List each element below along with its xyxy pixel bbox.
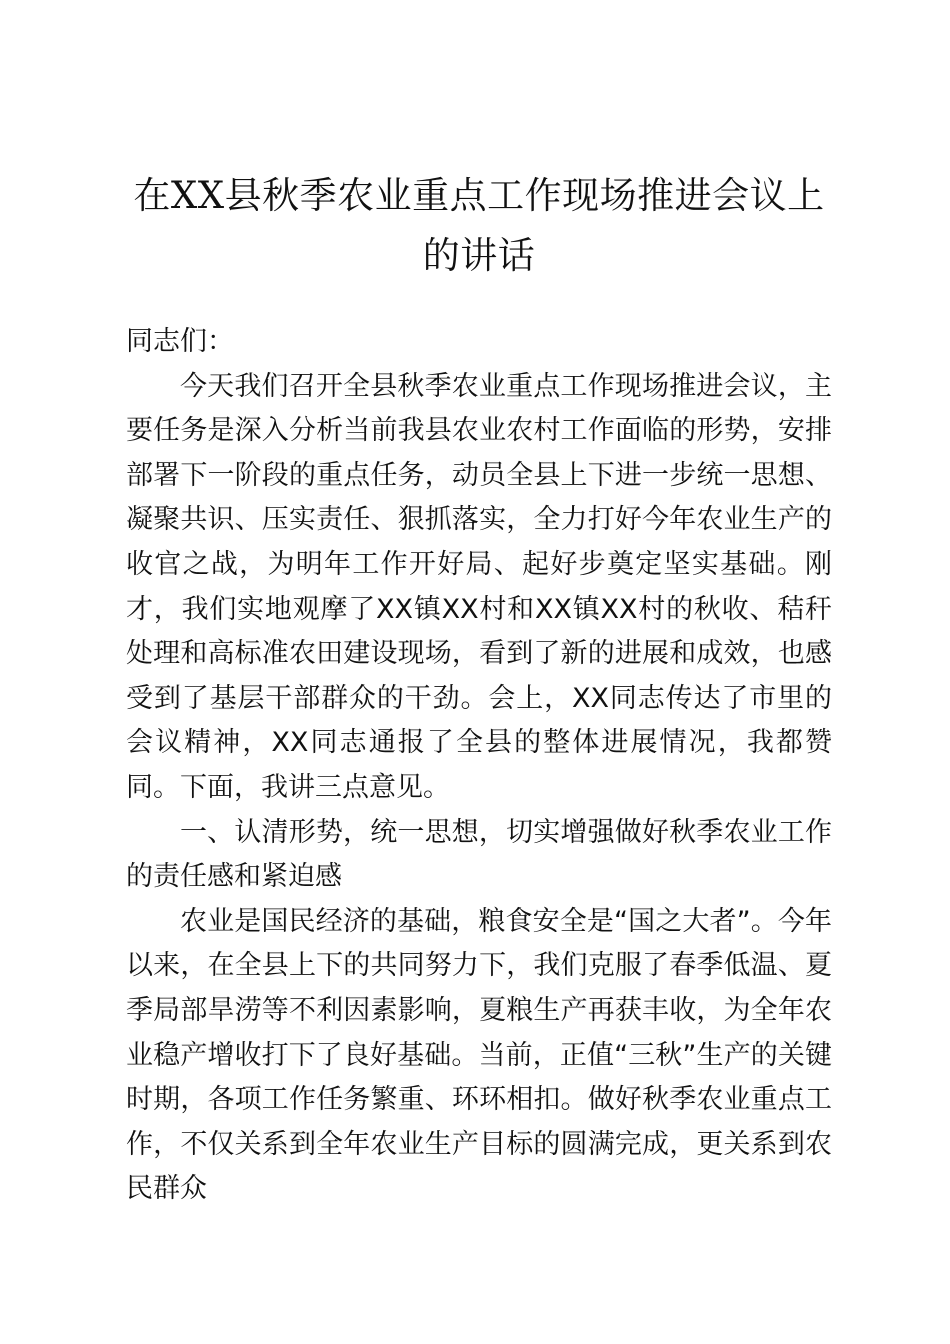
section-heading-1: 一、认清形势，统一思想，切实增强做好秋季农业工作的责任感和紧迫感 [126, 816, 832, 893]
paragraph-intro: 今天我们召开全县秋季农业重点工作现场推进会议，主要任务是深入分析当前我县农业农村工作面临的形势，安排部署下一阶段的重点任务，动员全县上下进一步统一思想、凝聚共识、压实责任、狠抓落实，全力打好今年农业生产的收官之战，为明年工作开好局、起好步奠定坚实基础。刚才，我们实地观摩了XX镇XX村和XX镇XX村的秋收、秸秆处理和高标准农田建设现场，看到了新的进展和成效，也感受到了基层干部群众的干劲。会上，XX同志传达了市里的会议精神，XX同志通报了全县的整体进展情况，我都赞同。下面，我讲三点意见。 [126, 370, 832, 803]
document-title: 在XX县秋季农业重点工作现场推进会议上的讲话 [133, 174, 825, 277]
document-body [126, 320, 832, 1212]
paragraph-section-1: 农业是国民经济的基础，粮食安全是“国之大者”。今年以来，在全县上下的共同努力下，我们克服了春季低温、夏季局部旱涝等不利因素影响，夏粮生产再获丰收，为全年农业稳产增收打下了良好基础。当前，正值“三秋”生产的关键时期，各项工作任务繁重、环环相扣。做好秋季农业重点工作，不仅关系到全年农业生产目标的圆满完成，更关系到农民群众 [126, 905, 832, 1205]
salutation: 同志们： [126, 326, 234, 357]
